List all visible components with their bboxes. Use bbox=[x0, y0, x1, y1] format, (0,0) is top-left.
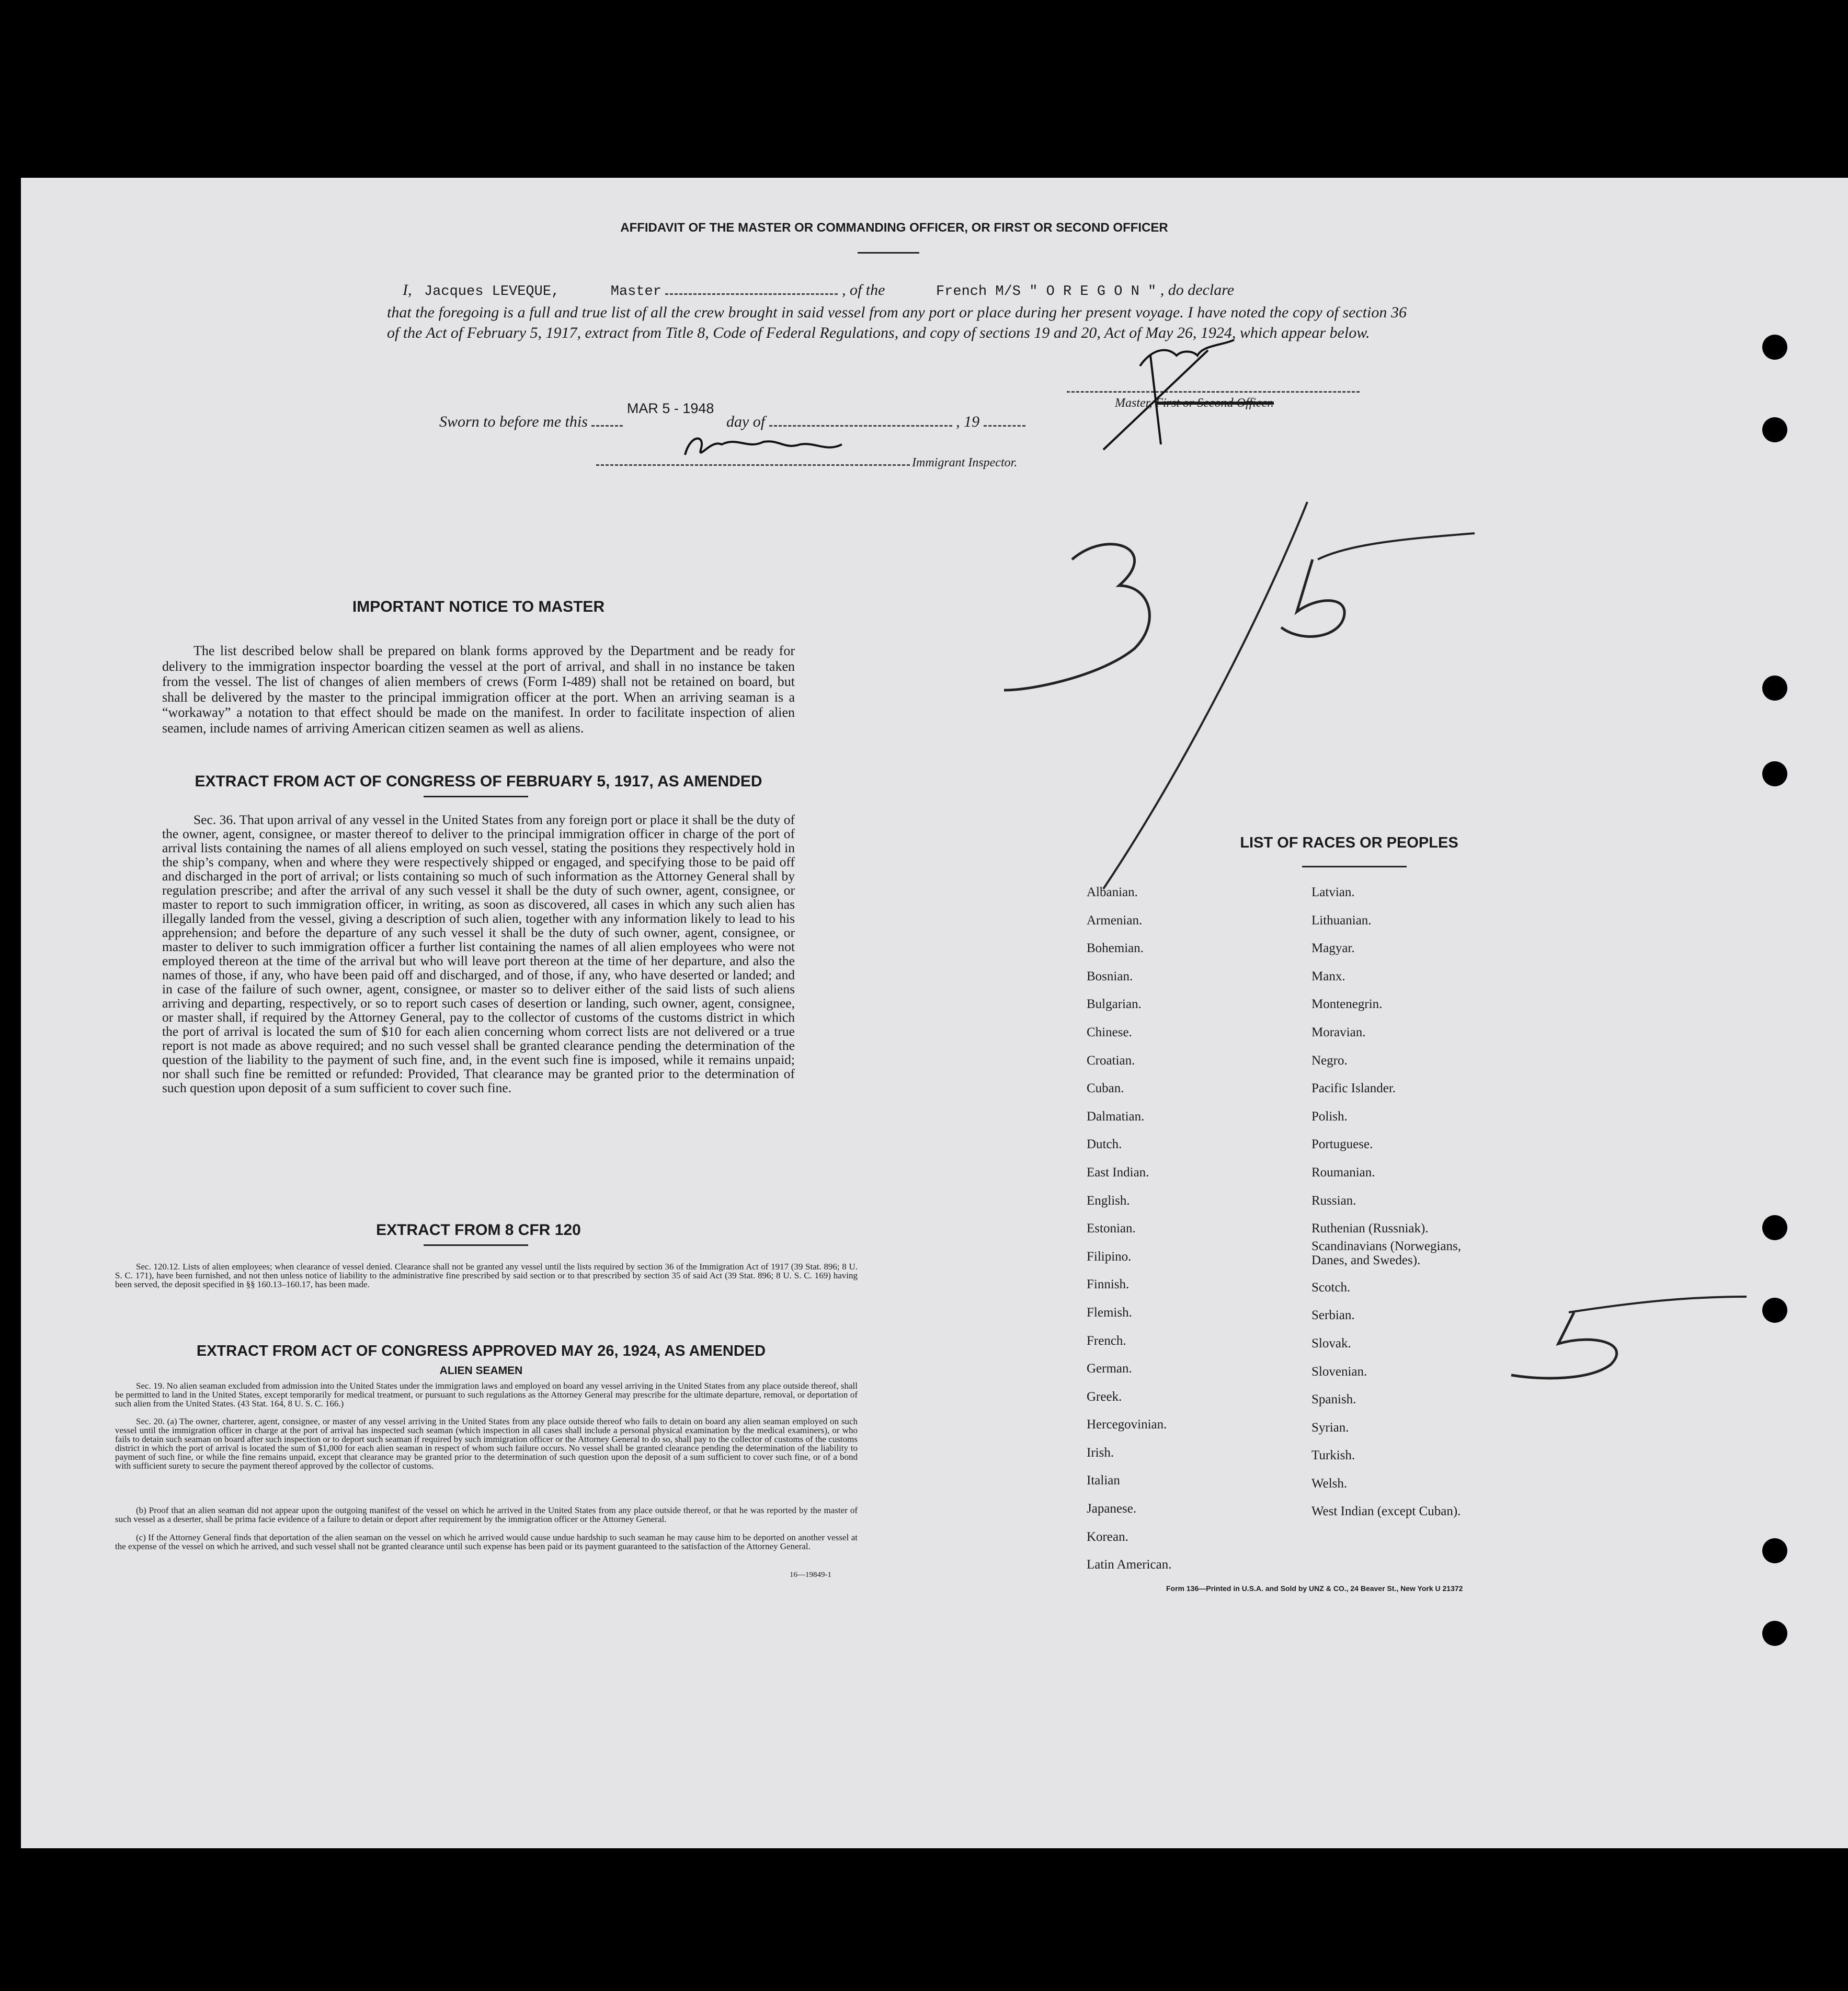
sec20b-text: (b) Proof that an alien seaman did not appear upon the outgoing manifest of the vessel on which he arrived in the United States from any place outside thereof, or that he was reported by the master of such vessel as a deserter, shall be prima facie evidence of a failure to detain or deport after requirement by the immigration officer or the Attorney General. bbox=[115, 1505, 858, 1524]
binder-hole bbox=[1762, 417, 1787, 442]
form-footer: Form 136—Printed in U.S.A. and Sold by UNZ & CO., 24 Beaver St., New York U 21372 bbox=[1166, 1584, 1463, 1593]
race-item-right: Scandinavians (Norwegians, Danes, and Swedes). bbox=[1311, 1239, 1462, 1267]
race-item-left: Cuban. bbox=[1087, 1081, 1124, 1096]
alien-seamen-subheading: ALIEN SEAMEN bbox=[439, 1365, 523, 1377]
race-item-left: Greek. bbox=[1087, 1389, 1122, 1404]
form-code: 16—19849-1 bbox=[790, 1571, 831, 1579]
race-item-right: Slovenian. bbox=[1311, 1364, 1367, 1379]
extract-1917-body: Sec. 36. That upon arrival of any vessel in the United States from any foreign port or place it shall be the duty of the owner, agent, consignee, or master thereof to deliver to the principal immigration officer in charge of the port of arrival lists containing the names of all aliens employed on such vessel, stating the positions they respectively hold in the ship’s company, when and where they were respectively shipped or engaged, and specifying those to be paid off and discharged in the port of arrival; or lists containing so much of such information as the Attorney General shall by regulation prescribe; and after the arrival of any such vessel it shall be the duty of such owner, agent, consignee, or master to report to such immigration officer, in writing, as soon as discovered, all cases in which any such alien has illegally landed from the vessel, giving a description of such alien, together with any information likely to lead to his apprehension; and before the departure of any such vessel it shall be the duty of such owner, agent, consignee, or master to deliver to such immigration officer a further list containing the names of all alien employees who were not employed thereon at the time of the arrival but who will leave port thereon at the time of her departure, and also the names of those, if any, who have been paid off and discharged, and of those, if any, who have deserted or landed; and in case of the failure of such owner, agent, consignee, or master so to deliver either of the said lists of such aliens arriving and departing, respectively, or so to report such cases of desertion or landing, such owner, agent, consignee, or master shall, if required by the Attorney General, pay to the collector of customs of the customs district in which the port of arrival is located the sum of $10 for each alien concerning whom correct lists are not delivered or a true report is not made as above required; and no such vessel shall be granted clearance pending the determination of the question of the liability to the payment of such fine, and, in the event such fine is imposed, while it remains unpaid; nor shall such fine be remitted or refunded: Provided, That clearance may be granted prior to the determination of such question upon deposit of a sum sufficient to cover such fine. bbox=[162, 812, 795, 1095]
race-item-right: Moravian. bbox=[1311, 1025, 1366, 1039]
race-item-left: Estonian. bbox=[1087, 1221, 1136, 1236]
race-item-left: Bulgarian. bbox=[1087, 997, 1142, 1012]
extract-1917-heading: EXTRACT FROM ACT OF CONGRESS OF FEBRUARY 5, 1917, AS AMENDED bbox=[195, 773, 762, 790]
race-item-left: Bosnian. bbox=[1087, 969, 1133, 983]
notice-body: The list described below shall be prepared on blank forms approved by the Department and be ready for delivery to the immigration inspector boarding the vessel at the port of arrival, and shall in no instance be taken from the vessel. The list of changes of alien members of crews (Form I-489) shall not be retained on board, but shall be delivered by the master to the principal immigration officer at the port. When an arriving seaman is a “workaway” a notation to that effect should be made on the manifest. In order to facilitate inspection of alien seamen, include names of arriving American citizen seamen as well as aliens. bbox=[162, 643, 795, 736]
struck-officer-text: First or Second Officer. bbox=[1155, 396, 1274, 410]
sec20a-text: Sec. 20. (a) The owner, charterer, agent, consignee, or master of any vessel arriving in the United States from any place outside thereof who fails to detain on board any alien seaman employed on such vessel until the immigration officer in charge at the port of arrival has inspected such seaman (which inspection in all cases shall include a personal physical examination by the medical examiners), or who fails to detain such seaman on board after such inspection or to deport such seaman if required by such immigration officer or the Attorney General to do so, shall pay to the collector of customs of the customs district in which the port of arrival is located the sum of $1,000 for each alien seaman in respect of whom such failure occurs. No vessel shall be granted clearance pending the determination of the liability to payment of such fine, or while the fine remains unpaid, except that clearance may be granted prior to the determination of such question upon the deposit of a sum sufficient to cover such fine, or of a bond with sufficient surety to secure the payment thereof approved by the collector of customs. bbox=[115, 1416, 858, 1471]
race-item-left: Chinese. bbox=[1087, 1025, 1132, 1039]
race-item-left: Latin American. bbox=[1087, 1558, 1172, 1572]
inspector-label: Immigrant Inspector. bbox=[912, 456, 1018, 470]
races-underline bbox=[1302, 866, 1407, 867]
race-item-right: Syrian. bbox=[1311, 1420, 1349, 1435]
race-item-right: Negro. bbox=[1311, 1053, 1348, 1068]
date-stamp: MAR 5 - 1948 bbox=[626, 401, 714, 416]
affidavit-title: AFFIDAVIT OF THE MASTER OR COMMANDING OFFICER, OR FIRST OR SECOND OFFICER bbox=[620, 221, 1168, 235]
sec19-text: Sec. 19. No alien seaman excluded from admission into the United States under the immigration laws and employed on board any vessel arriving in the United States from any place outside thereof, shall be permitted to land in the United States, except temporarily for medical treatment, or pursuant to such regulations as the Attorney General may prescribe for the ultimate departure, removal, or deportation of such alien from the United States. (43 Stat. 164, 8 U. S. C. 166.) bbox=[115, 1381, 858, 1409]
race-item-right: Turkish. bbox=[1311, 1448, 1355, 1463]
race-item-right: Polish. bbox=[1311, 1109, 1348, 1124]
declaration-body: that the foregoing is a full and true list of all the crew brought in said vessel from any port or place during her present voyage. I have noted the copy of section 36 of the Act of February 5, 1917, extract from Title 8, Code of Federal Regulations, and copy of sections 19 and 20, Act of May 26, 1924, which appear below. bbox=[387, 304, 1407, 341]
race-item-left: East Indian. bbox=[1087, 1165, 1149, 1180]
race-item-right: Manx. bbox=[1311, 969, 1345, 983]
binder-hole bbox=[1762, 335, 1787, 360]
race-item-right: Magyar. bbox=[1311, 941, 1355, 956]
race-item-left: Finnish. bbox=[1087, 1277, 1130, 1292]
race-item-left: Bohemian. bbox=[1087, 941, 1144, 956]
race-item-left: Dutch. bbox=[1087, 1137, 1122, 1152]
races-heading: LIST OF RACES OR PEOPLES bbox=[1240, 834, 1458, 851]
cfr-heading: EXTRACT FROM 8 CFR 120 bbox=[376, 1221, 581, 1239]
extract-1924-heading: EXTRACT FROM ACT OF CONGRESS APPROVED MAY 26, 1924, AS AMENDED bbox=[196, 1343, 766, 1359]
inspector-signature bbox=[675, 429, 863, 465]
race-item-left: Dalmatian. bbox=[1087, 1109, 1145, 1124]
sec20c-text: (c) If the Attorney General finds that deportation of the alien seaman on the vessel on which he arrived would cause undue hardship to such seaman he may cause him to be deported on another vessel at the expense of the vessel on which he arrived, and such vessel shall not be granted clearance until such expense has been paid or its payment guaranteed to the satisfaction of the Attorney General. bbox=[115, 1532, 858, 1551]
declaration-line: I, Jacques LEVEQUE, Master , of the French M/S " O R E G O N " , do declare bbox=[403, 281, 1235, 300]
race-item-left: Japanese. bbox=[1087, 1502, 1137, 1516]
race-item-left: German. bbox=[1087, 1361, 1132, 1376]
race-item-left: Italian bbox=[1087, 1473, 1120, 1488]
race-item-right: Pacific Islander. bbox=[1311, 1081, 1396, 1096]
inspector-signature-line bbox=[596, 464, 910, 466]
document-page bbox=[21, 178, 1848, 1848]
race-item-left: Albanian. bbox=[1087, 885, 1138, 899]
race-item-left: Croatian. bbox=[1087, 1053, 1135, 1068]
race-item-left: Filipino. bbox=[1087, 1249, 1132, 1264]
race-item-right: Portuguese. bbox=[1311, 1137, 1373, 1152]
binder-hole bbox=[1762, 676, 1787, 701]
races-right-column bbox=[1311, 878, 1604, 1526]
race-item-right: Scotch. bbox=[1311, 1280, 1351, 1295]
race-item-left: English. bbox=[1087, 1193, 1130, 1208]
race-item-right: Spanish. bbox=[1311, 1392, 1356, 1407]
race-item-left: Korean. bbox=[1087, 1529, 1128, 1544]
notice-heading: IMPORTANT NOTICE TO MASTER bbox=[352, 598, 605, 615]
binder-hole bbox=[1762, 761, 1787, 786]
vessel-name: French M/S " O R E G O N " bbox=[936, 284, 1157, 300]
binder-hole bbox=[1762, 1298, 1787, 1323]
race-item-right: Slovak. bbox=[1311, 1336, 1351, 1351]
binder-hole bbox=[1762, 1621, 1787, 1646]
cfr-underline bbox=[424, 1244, 528, 1246]
title-underline bbox=[858, 252, 919, 254]
race-item-right: Latvian. bbox=[1311, 885, 1355, 899]
race-item-right: Russian. bbox=[1311, 1193, 1356, 1208]
cfr-body: Sec. 120.12. Lists of alien employees; when clearance of vessel denied. Clearance shall not be granted any vessel until the lists required by section 36 of the Immigration Act of 1917 (39 Stat. 896; 8 U. S. C. 171), have been furnished, and not then unless notice of liability to the administrative fine prescribed by said section or to that prescribed by section 35 of said Act (39 Stat. 896; 8 U. S. C. 169) having been served, the deposit specified in §§ 160.13–160.17, has been made. bbox=[115, 1262, 858, 1289]
race-item-left: French. bbox=[1087, 1333, 1126, 1348]
race-item-right: West Indian (except Cuban). bbox=[1311, 1504, 1461, 1519]
master-name: Jacques LEVEQUE, bbox=[424, 284, 560, 300]
races-left-column bbox=[1087, 878, 1296, 1579]
sworn-line: Sworn to before me this MAR 5 - 1948 day of , 19 bbox=[439, 413, 1025, 431]
race-item-right: Lithuanian. bbox=[1311, 913, 1372, 928]
master-label: Master, First or Second Officer. bbox=[1115, 396, 1274, 410]
binder-hole bbox=[1762, 1538, 1787, 1563]
race-item-right: Welsh. bbox=[1311, 1476, 1348, 1491]
race-item-right: Ruthenian (Russniak). bbox=[1311, 1221, 1429, 1236]
race-item-right: Serbian. bbox=[1311, 1308, 1355, 1323]
race-item-left: Hercegovinian. bbox=[1087, 1417, 1167, 1432]
race-item-right: Roumanian. bbox=[1311, 1165, 1375, 1180]
race-item-left: Flemish. bbox=[1087, 1305, 1132, 1320]
race-item-left: Irish. bbox=[1087, 1445, 1114, 1460]
race-item-right: Montenegrin. bbox=[1311, 997, 1383, 1012]
master-signature bbox=[1093, 324, 1344, 465]
master-rank: Master bbox=[610, 284, 661, 300]
extract-1917-underline bbox=[424, 796, 528, 797]
race-item-left: Armenian. bbox=[1087, 913, 1143, 928]
binder-hole bbox=[1762, 1215, 1787, 1240]
